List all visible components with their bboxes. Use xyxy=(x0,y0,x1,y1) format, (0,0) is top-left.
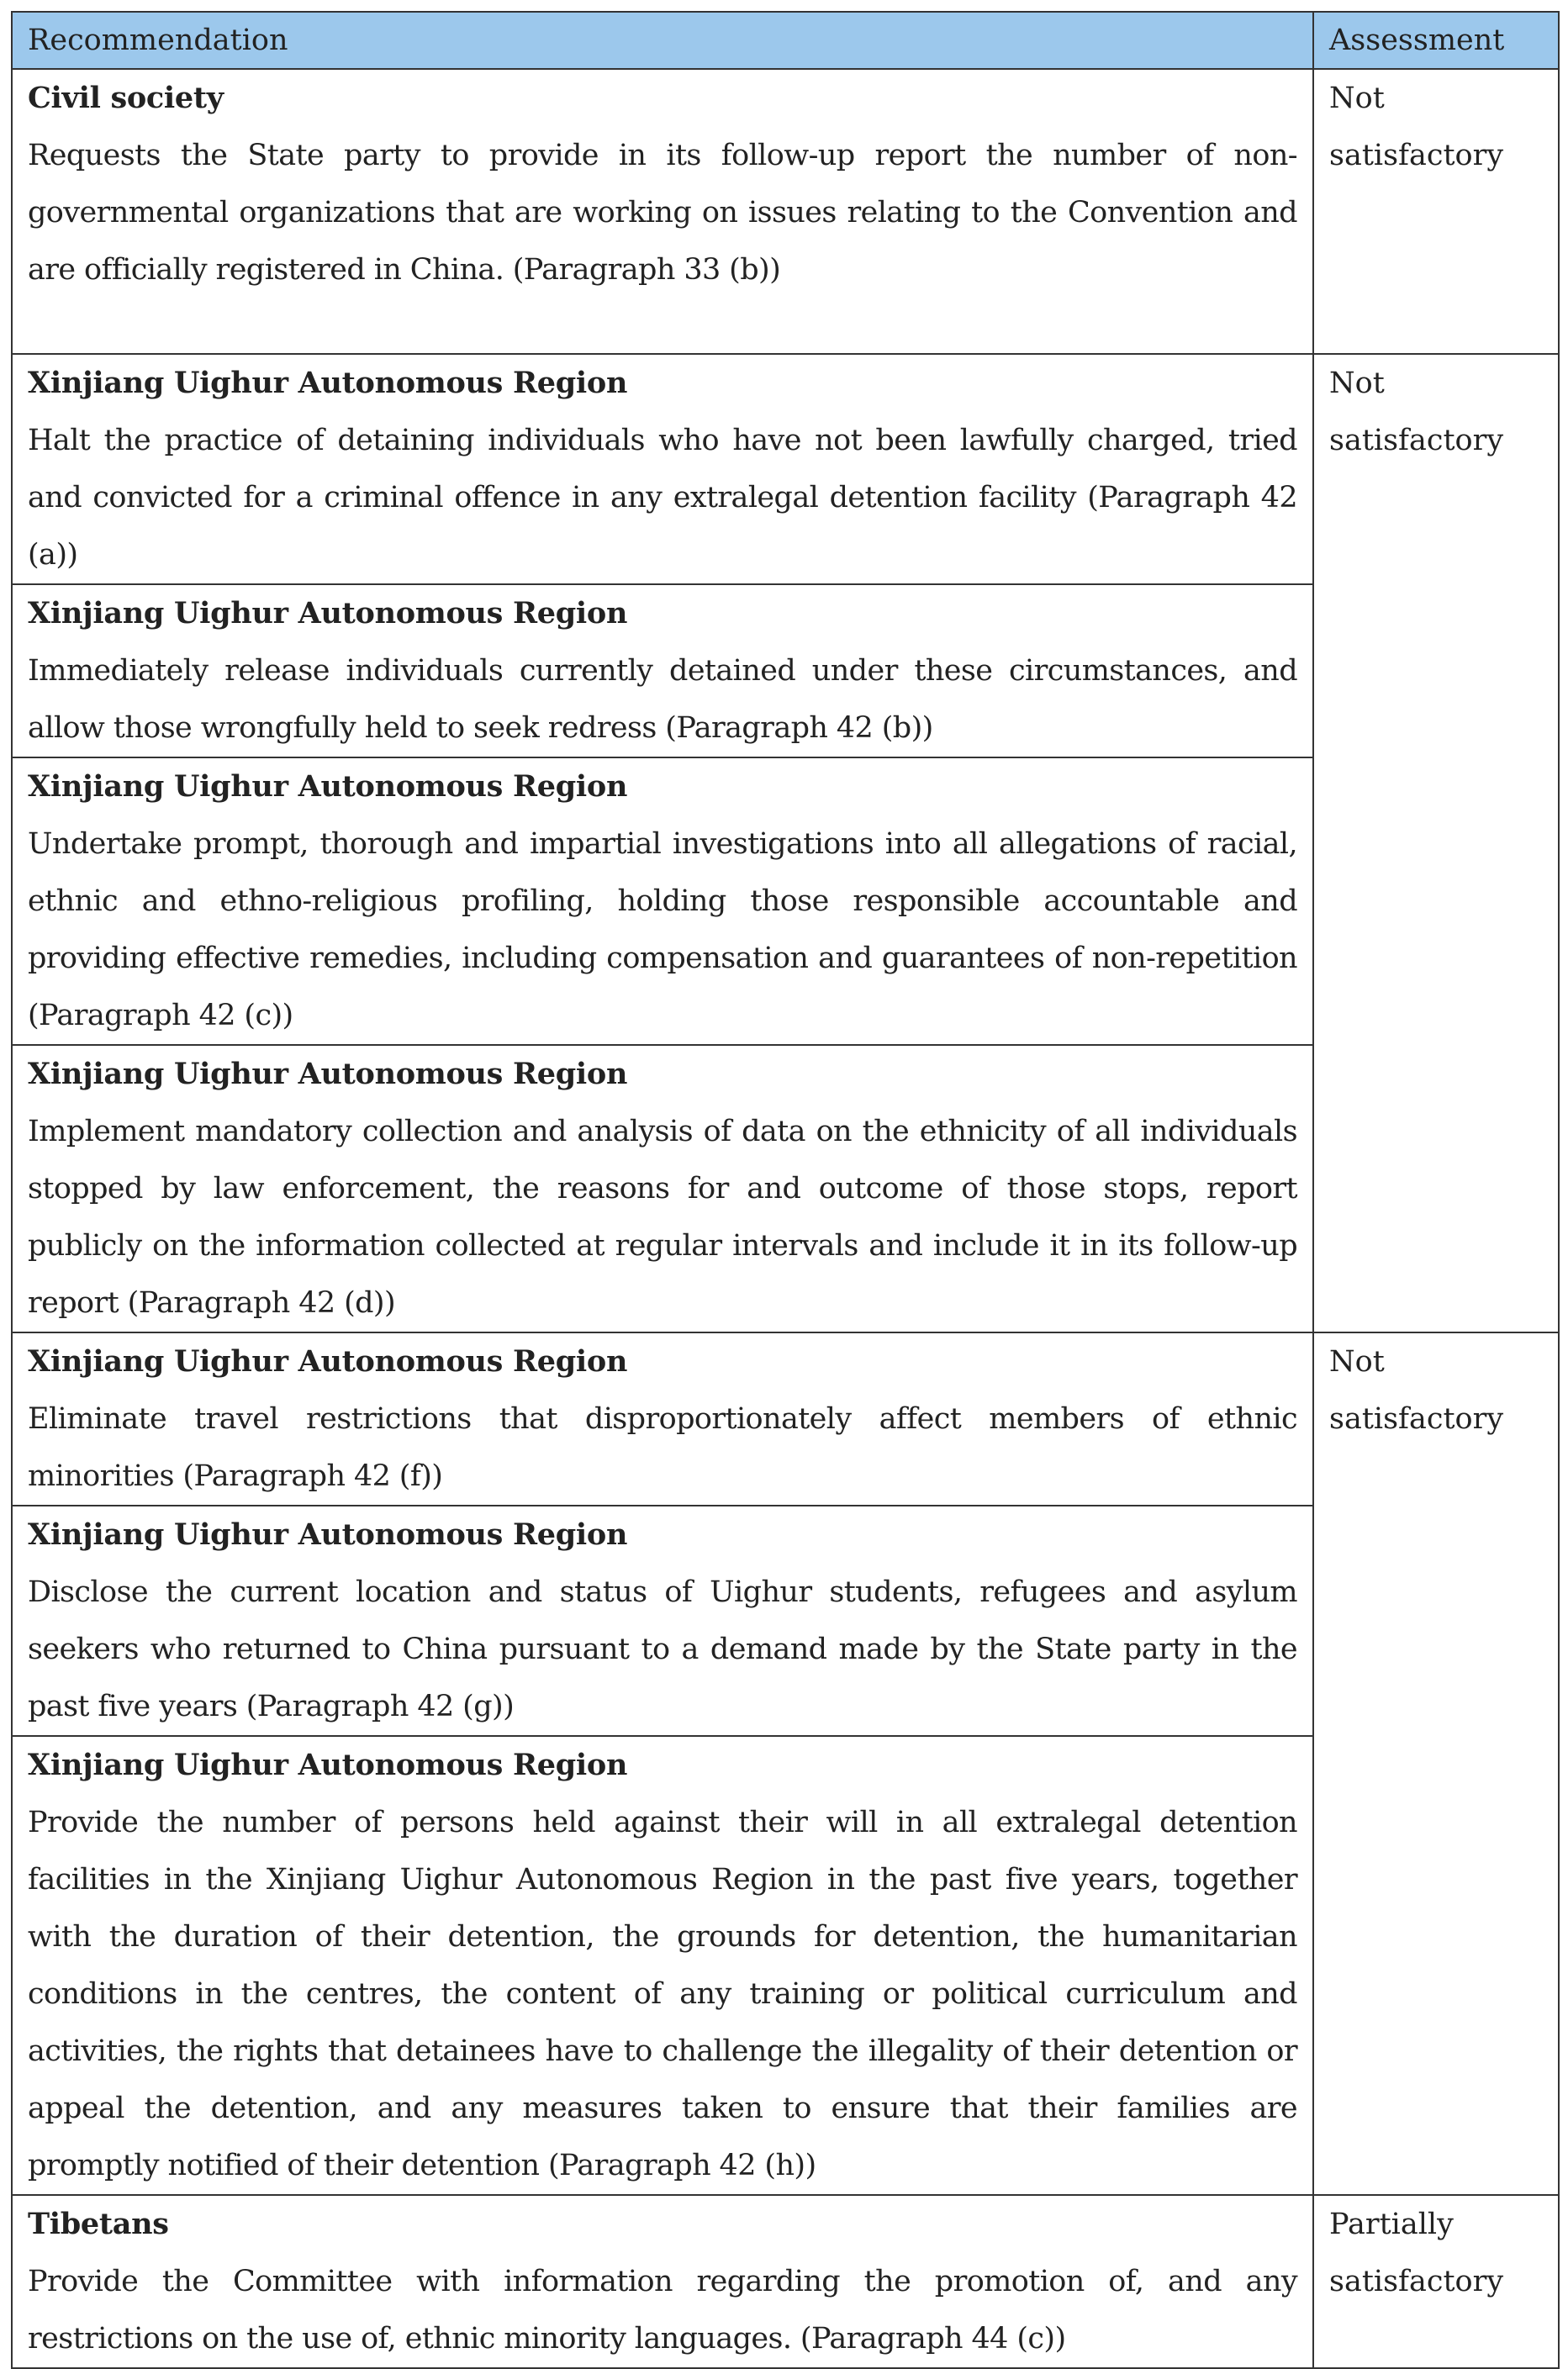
assessment-line-1: Not xyxy=(1329,82,1385,115)
recommendation-cell xyxy=(12,1332,1313,1506)
assessment-line-2: satisfactory xyxy=(1329,2265,1504,2298)
recommendation-title: Xinjiang Uighur Autonomous Region xyxy=(28,769,628,804)
assessment-cell xyxy=(1313,2195,1559,2368)
recommendation-text: Eliminate travel restrictions that disproportionately affect members of ethnic minorities (Paragraph 42 (f)) xyxy=(28,1402,1297,1493)
recommendation-cell xyxy=(12,584,1313,757)
recommendation-title: Civil society xyxy=(28,81,224,115)
recommendation-text: Implement mandatory collection and analysis of data on the ethnicity of all individuals stopped by law enforcement, the reasons for and outcome of those stops, report publicly on the information collected at regular intervals and include it in its follow-up report (Paragraph 42 (d)) xyxy=(28,1115,1297,1320)
recommendations-table xyxy=(11,11,1560,2369)
assessment-column-header: Assessment xyxy=(1313,12,1559,69)
recommendation-text: Undertake prompt, thorough and impartial investigations into all allegations of racial, ethnic and ethno-religious profiling, holding those responsible accountable and providing effective remedies, including compensation and guarantees of non-repetition (Paragraph 42 (c)) xyxy=(28,827,1297,1032)
assessment-cell xyxy=(1313,69,1559,354)
recommendation-text: Requests the State party to provide in its follow-up report the number of non-governmental organizations that are working on issues relating to the Convention and are officially registered in China. (Paragraph 33 (b)) xyxy=(28,139,1297,287)
recommendation-cell xyxy=(12,69,1313,354)
recommendation-title: Tibetans xyxy=(28,2207,169,2241)
table-header-row xyxy=(12,12,1559,69)
recommendation-title: Xinjiang Uighur Autonomous Region xyxy=(28,1057,628,1091)
recommendation-cell xyxy=(12,1736,1313,2195)
assessment-line-1: Partially xyxy=(1329,2208,1454,2241)
recommendation-text: Halt the practice of detaining individuals who have not been lawfully charged, tried and convicted for a criminal offence in any extralegal detention facility (Paragraph 42 (a)) xyxy=(28,424,1297,572)
recommendation-cell xyxy=(12,354,1313,584)
table-row xyxy=(12,354,1559,584)
recommendation-text: Provide the Committee with information regarding the promotion of, and any restrictions on the use of, ethnic minority languages. (Paragraph 44 (c)) xyxy=(28,2265,1297,2356)
recommendation-title: Xinjiang Uighur Autonomous Region xyxy=(28,1517,628,1552)
recommendation-cell xyxy=(12,2195,1313,2368)
table-row xyxy=(12,2195,1559,2368)
assessment-line-2: satisfactory xyxy=(1329,139,1504,172)
assessment-line-2: satisfactory xyxy=(1329,1402,1504,1436)
assessment-line-1: Not xyxy=(1329,367,1385,400)
recommendation-column-header: Recommendation xyxy=(12,12,1313,69)
recommendation-text: Provide the number of persons held against their will in all extralegal detention facilities in the Xinjiang Uighur Autonomous Region in the past five years, together with the duration of their detention, the grounds for detention, the humanitarian conditions in the centres, the content of any training or political curriculum and activities, the rights that detainees have to challenge the illegality of their detention or appeal the detention, and any measures taken to ensure that their families are promptly notified of their detention (Paragraph 42 (h)) xyxy=(28,1806,1297,2182)
assessment-cell xyxy=(1313,354,1559,1332)
recommendation-cell xyxy=(12,1506,1313,1736)
recommendation-title: Xinjiang Uighur Autonomous Region xyxy=(28,1748,628,1782)
recommendation-text: Disclose the current location and status of Uighur students, refugees and asylum seekers who returned to China pursuant to a demand made by the State party in the past five years (Paragraph 42 (g)) xyxy=(28,1575,1297,1723)
recommendation-cell xyxy=(12,757,1313,1045)
recommendation-title: Xinjiang Uighur Autonomous Region xyxy=(28,366,628,400)
recommendation-text: Immediately release individuals currently detained under these circumstances, and allow those wrongfully held to seek redress (Paragraph 42 (b)) xyxy=(28,654,1297,745)
recommendation-cell xyxy=(12,1045,1313,1332)
recommendation-title: Xinjiang Uighur Autonomous Region xyxy=(28,596,628,631)
recommendation-title: Xinjiang Uighur Autonomous Region xyxy=(28,1344,628,1379)
assessment-line-1: Not xyxy=(1329,1345,1385,1379)
assessment-cell xyxy=(1313,1332,1559,2195)
table-row xyxy=(12,1332,1559,1506)
table-row xyxy=(12,69,1559,354)
assessment-line-2: satisfactory xyxy=(1329,424,1504,457)
